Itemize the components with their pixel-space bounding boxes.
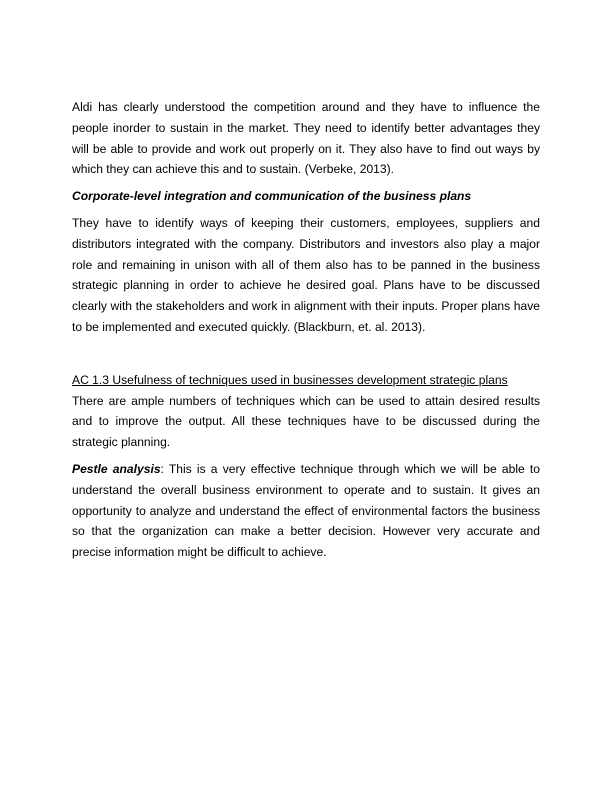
techniques-paragraph: There are ample numbers of techniques which can be used to attain desired results and to improve the output. All these techniques have to be discussed during the strategic planning. [72,393,540,450]
corporate-integration-heading: Corporate-level integration and communication of the business plans [72,189,472,204]
aldi-competition-paragraph: Aldi has clearly understood the competition around and they have to influence the people inorder to sustain in the market. They need to identify better advantages they will be able to provide and work out properly on it. They also have to find out ways by which they can achieve this and to sustain. (Verbeke, 2013). [72,100,540,177]
ac-1-3-section-heading: AC 1.3 Usefulness of techniques used in businesses development strategic plans [72,372,508,387]
pestle-analysis-paragraph [72,459,540,563]
pestle-analysis-body: : This is a very effective technique through which we will be able to understand the overall business environment to operate and to sustain. It gives an opportunity to analyze and understand the effect of environmental factors the business so that the organization can make a better decision. However very accurate and precise information might be difficult to achieve. [72,461,540,560]
document-page [72,97,540,563]
spacer [72,338,540,370]
corporate-integration-paragraph: They have to identify ways of keeping their customers, employees, suppliers and distributors integrated with the company. Distributors and investors also play a major role and remaining in unison with all of them also has to be panned in the business strategic planning in order to achieve he desired goal. Plans have to be discussed clearly with the stakeholders and work in alignment with their inputs. Proper plans have to be implemented and executed quickly. (Blackburn, et. al. 2013). [72,215,540,334]
pestle-analysis-term: Pestle analysis [72,461,161,476]
